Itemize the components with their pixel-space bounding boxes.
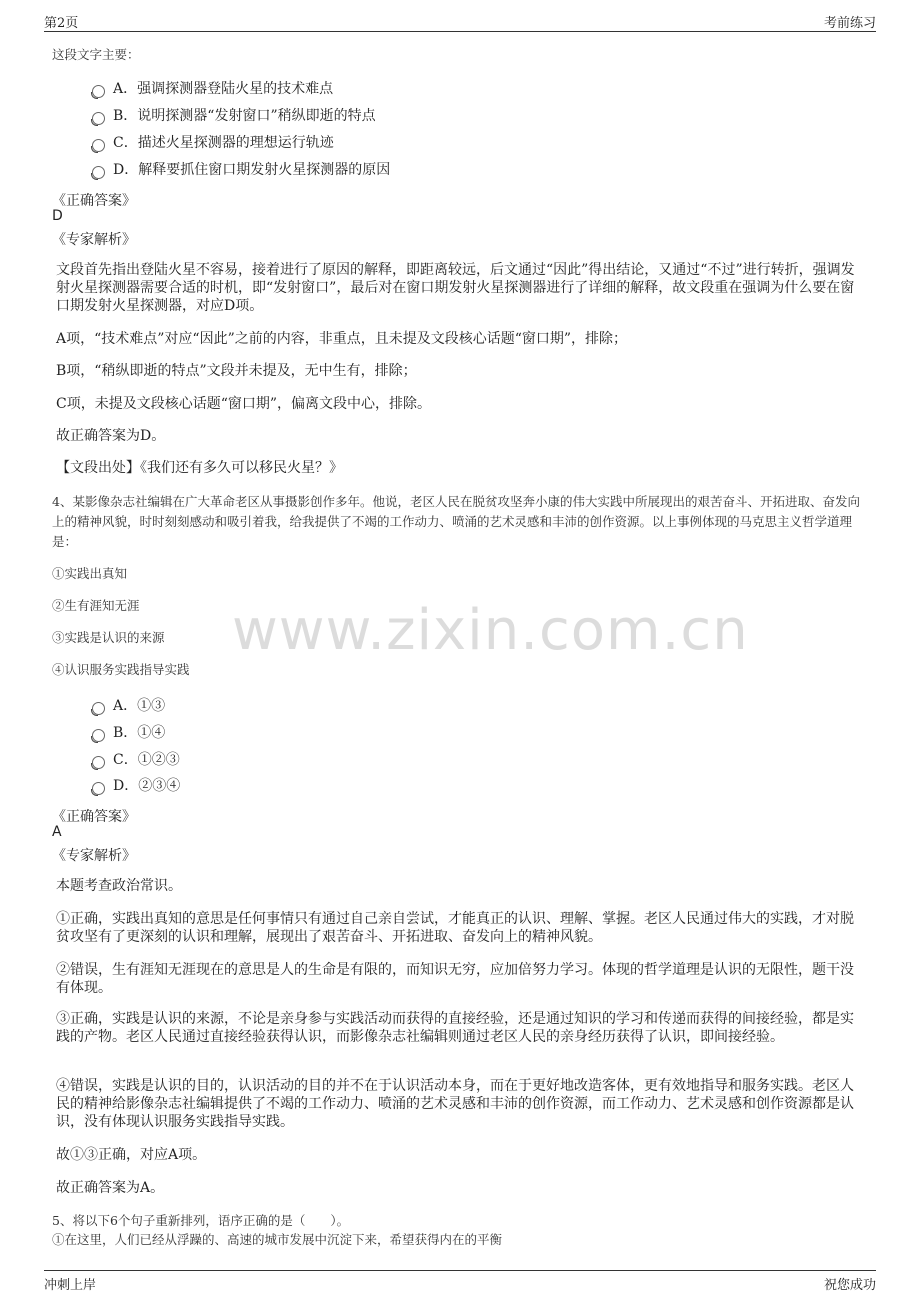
q4-option-b[interactable]: B．①④: [92, 723, 165, 743]
q4-analysis-paragraph: 本题考查政治常识。: [56, 878, 182, 894]
q3-answer-label: 《正确答案》: [52, 193, 136, 209]
q3-analysis-paragraph: 文段首先指出登陆火星不容易，接着进行了原因的解释，即距离较远，后文通过“因此”得出结论，又通过“不过”进行转折，强调发射火星探测器需要合适的时机，即“发射窗口”，最后对在窗口期发射火星探测器进行了详细的解释，故文段重在强调为什么要在窗口期发射火星探测器，对应D项。: [56, 262, 855, 314]
radio-icon[interactable]: [92, 139, 105, 152]
q4-answer-label: 《正确答案》: [52, 809, 136, 825]
q3-analysis-paragraph: B项，“稍纵即逝的特点”文段并未提及，无中生有，排除；: [56, 363, 417, 379]
radio-icon[interactable]: [92, 85, 105, 98]
q5-sentence: ①在这里，人们已经从浮躁的、高速的城市发展中沉淀下来，希望获得内在的平衡: [52, 1232, 503, 1247]
q3-answer: D: [52, 208, 63, 224]
radio-icon[interactable]: [92, 782, 105, 795]
q3-analysis-label: 《专家解析》: [52, 232, 136, 248]
q4-item: ②生有涯知无涯: [52, 598, 140, 613]
q3-analysis-paragraph: 故正确答案为D。: [56, 428, 166, 444]
q3-option-b[interactable]: B．说明探测器“发射窗口”稍纵即逝的特点: [92, 106, 376, 126]
q3-source: 【文段出处】《我们还有多久可以移民火星？》: [56, 460, 343, 476]
watermark: www.zixin.com.cn: [232, 598, 749, 663]
q4-analysis-paragraph: ②错误，生有涯知无涯现在的意思是人的生命是有限的，而知识无穷，应加倍努力学习。体现的哲学道理是认识的无限性，题干没有体现。: [56, 962, 854, 996]
q5-stem: 5、将以下6个句子重新排列，语序正确的是（ ）。: [52, 1213, 350, 1228]
q3-analysis-paragraph: C项，未提及文段核心话题“窗口期”，偏离文段中心，排除。: [56, 396, 432, 412]
radio-icon[interactable]: [92, 702, 105, 715]
q3-option-d[interactable]: D．解释要抓住窗口期发射火星探测器的原因: [92, 160, 390, 180]
q4-analysis-paragraph: ③正确，实践是认识的来源，不论是亲身参与实践活动而获得的直接经验，还是通过知识的学习和传递而获得的间接经验，都是实践的产物。老区人民通过直接经验获得认识，而影像杂志社编辑则通过老区人民的亲身经历获得了认识，即间接经验。: [56, 1011, 854, 1045]
radio-icon[interactable]: [92, 112, 105, 125]
page-footer: [44, 1270, 876, 1296]
q4-analysis-paragraph: ①正确，实践出真知的意思是任何事情只有通过自己亲自尝试，才能真正的认识、理解、掌握。老区人民通过伟大的实践，才对脱贫攻坚有了更深刻的认识和理解，展现出了艰苦奋斗、开拓进取、奋发向上的精神风貌。: [56, 911, 854, 945]
q4-option-c[interactable]: C．①②③: [92, 750, 180, 770]
q4-option-a[interactable]: A．①③: [92, 696, 165, 716]
q3-analysis-paragraph: A项，“技术难点”对应“因此”之前的内容，非重点，且未提及文段核心话题“窗口期”，排除；: [56, 331, 628, 347]
page-number: 第2页: [44, 16, 79, 31]
q4-analysis-paragraph: ④错误，实践是认识的目的，认识活动的目的并不在于认识活动本身，而在于更好地改造客体，更有效地指导和服务实践。老区人民的精神给影像杂志社编辑提供了不竭的工作动力、喷涌的艺术灵感和丰沛的创作资源，而工作动力、艺术灵感和创作资源都是认识，没有体现认识服务实践指导实践。: [56, 1078, 854, 1130]
q4-stem: 4、某影像杂志社编辑在广大革命老区从事摄影创作多年。他说，老区人民在脱贫攻坚奔小康的伟大实践中所展现出的艰苦奋斗、开拓进取、奋发向上的精神风貌，时时刻刻感动和吸引着我，给我提供了不竭的工作动力、喷涌的艺术灵感和丰沛的创作资源。以上事例体现的马克思主义哲学道理是：: [52, 494, 860, 549]
radio-icon[interactable]: [92, 756, 105, 769]
q4-item: ④认识服务实践指导实践: [52, 662, 190, 677]
page-header: [44, 10, 876, 32]
q3-option-c[interactable]: C．描述火星探测器的理想运行轨迹: [92, 133, 334, 153]
q4-item: ③实践是认识的来源: [52, 630, 165, 645]
header-title: 考前练习: [823, 16, 876, 31]
radio-icon[interactable]: [92, 166, 105, 179]
q4-answer: A: [52, 824, 62, 840]
q4-option-d[interactable]: D．②③④: [92, 776, 180, 796]
q4-analysis-label: 《专家解析》: [52, 848, 136, 864]
footer-right: 祝您成功: [823, 1278, 876, 1293]
q4-item: ①实践出真知: [52, 566, 128, 581]
q4-analysis-paragraph: 故正确答案为A。: [56, 1180, 165, 1196]
q4-analysis-paragraph: 故①③正确，对应A项。: [56, 1147, 207, 1163]
radio-icon[interactable]: [92, 729, 105, 742]
q3-stem-tail: 这段文字主要：: [52, 47, 140, 62]
footer-left: 冲刺上岸: [44, 1278, 97, 1293]
q3-option-a[interactable]: A．强调探测器登陆火星的技术难点: [92, 79, 333, 99]
